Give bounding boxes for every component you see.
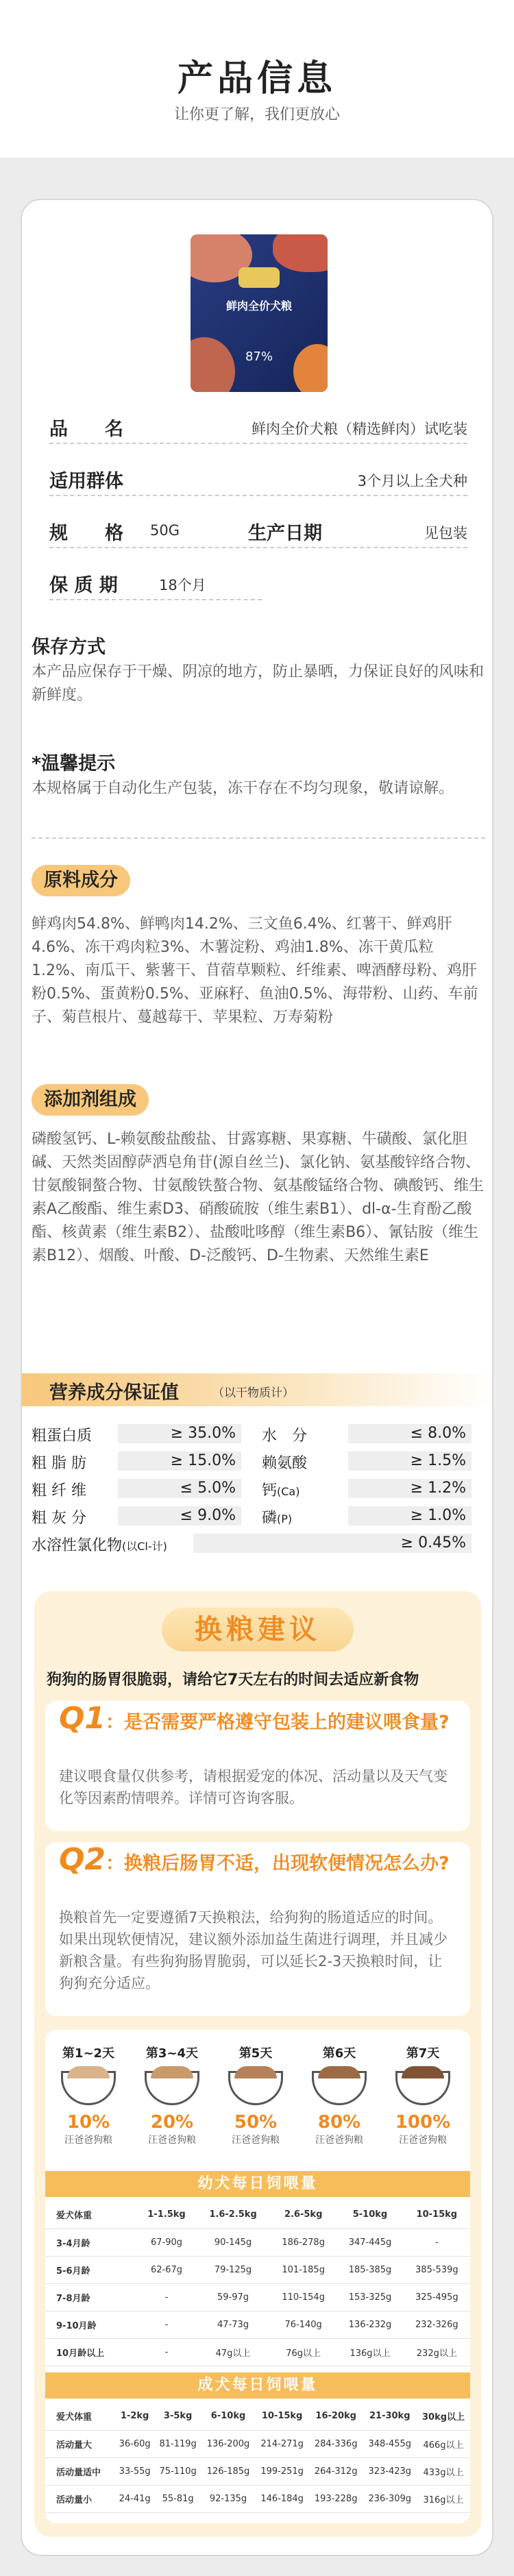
bowl-icon <box>145 2071 199 2105</box>
nutrient-value: ≤ 9.0% <box>118 1506 241 1525</box>
nutrient-name: 粗蛋白质 <box>32 1427 93 1445</box>
table-cell: 76-140g <box>270 2311 336 2338</box>
table-cell: 5-6月龄 <box>45 2256 137 2283</box>
table-cell: 236-309g <box>363 2485 417 2512</box>
nutrient-name: 粗 纤 维 <box>32 1482 86 1499</box>
table-cell: - <box>137 2338 196 2366</box>
info-row-name <box>49 413 467 444</box>
table-cell: 79-125g <box>196 2256 270 2283</box>
table-cell: 55-81g <box>155 2485 201 2512</box>
table-cell: 264-312g <box>309 2457 363 2485</box>
date-value: 见包装 <box>424 525 467 541</box>
puppy-feeding-table <box>45 2201 470 2366</box>
table-cell: 81-119g <box>155 2430 201 2457</box>
table-cell: 活动量适中 <box>45 2457 115 2485</box>
table-cell: 1-2kg <box>115 2403 155 2430</box>
table-cell: 75-110g <box>155 2457 201 2485</box>
tip-label: *温馨提示 <box>32 753 116 774</box>
table-cell: 126-185g <box>201 2457 256 2485</box>
table-cell: - <box>137 2311 196 2338</box>
page-subtitle: 让你更了解，我们更放心 <box>173 106 340 123</box>
nutrient-name: 粗 脂 肪 <box>32 1455 86 1472</box>
puppy-table-title: 幼犬每日饲喂量 <box>45 2171 470 2197</box>
bowl-icon <box>395 2071 450 2105</box>
bowl-icon <box>61 2071 116 2105</box>
table-cell: 21-30kg <box>363 2403 417 2430</box>
table-cell: - <box>137 2283 196 2311</box>
table-row <box>45 2457 470 2485</box>
nutrient-value: ≤ 5.0% <box>118 1479 241 1498</box>
table-cell: 466g以上 <box>417 2430 470 2457</box>
chloride-name: 水溶性氯化物(以Cl-计) <box>32 1537 167 1554</box>
table-cell: 30kg以上 <box>417 2403 470 2430</box>
table-row <box>45 2311 470 2338</box>
info-row-shelf <box>49 569 262 600</box>
table-row <box>45 2430 470 2457</box>
divider <box>32 837 485 839</box>
table-cell: 2.6-5kg <box>270 2201 336 2229</box>
table-cell: 92-135g <box>201 2485 256 2512</box>
advice-panel <box>34 1591 481 2537</box>
table-cell: 385-539g <box>404 2256 470 2283</box>
nutrient-name: 水 分 <box>262 1427 308 1445</box>
table-cell: 153-325g <box>336 2283 403 2311</box>
nutrient-name: 磷(P) <box>262 1510 293 1527</box>
table-row <box>45 2201 470 2229</box>
group-label: 适用群体 <box>49 471 123 492</box>
table-cell: 76g以上 <box>270 2338 336 2366</box>
table-row <box>45 2229 470 2256</box>
nutrient-name: 粗 灰 分 <box>32 1510 86 1527</box>
bag-title: 鲜肉全价犬粮 <box>225 299 292 312</box>
brand-logo-icon <box>238 267 280 288</box>
nutrient-value: ≥ 1.0% <box>348 1506 472 1525</box>
nutrition-sub: （以干物质计） <box>212 1386 294 1400</box>
table-cell: 146-184g <box>255 2485 309 2512</box>
info-row-spec <box>49 517 467 548</box>
storage-label: 保存方式 <box>32 637 106 658</box>
table-cell: 6-10kg <box>201 2403 256 2430</box>
table-cell: 10-15kg <box>404 2201 470 2229</box>
table-cell: 47g以上 <box>196 2338 270 2366</box>
table-cell: 186-278g <box>270 2229 336 2256</box>
table-cell: 136-200g <box>201 2430 256 2457</box>
table-cell: 347-445g <box>336 2229 403 2256</box>
table-cell: 110-154g <box>270 2283 336 2311</box>
raw-label: 原料成分 <box>32 865 130 896</box>
table-cell: - <box>404 2229 470 2256</box>
nutrient-value: ≤ 8.0% <box>348 1424 472 1443</box>
table-cell: 1.6-2.5kg <box>196 2201 270 2229</box>
table-cell: 185-385g <box>336 2256 403 2283</box>
table-cell: 5-10kg <box>336 2201 403 2229</box>
table-cell: 348-455g <box>363 2430 417 2457</box>
transition-stage: 第1~2天 10% 汪爸爸狗粮 <box>62 2046 115 2146</box>
faq-answer: 换粮首先一定要遵循7天换粮法，给狗狗的肠道适应的时间。如果出现软便情况，建议额外添加益生菌进行调理，并且减少新粮含量。有些狗狗肠胃脆弱，可以延长2-3天换粮时间，让狗狗充分适应。 <box>59 1909 448 1991</box>
shelf-value: 18个月 <box>159 577 206 593</box>
table-cell: 24-41g <box>115 2485 155 2512</box>
table-cell: 193-228g <box>309 2485 363 2512</box>
table-cell: 16-20kg <box>309 2403 363 2430</box>
spec-value: 50G <box>150 522 180 539</box>
transition-stage: 第6天 80% 汪爸爸狗粮 <box>302 2044 377 2146</box>
header <box>0 0 514 158</box>
table-cell: 136g以上 <box>336 2338 403 2366</box>
table-cell: 199-251g <box>255 2457 309 2485</box>
tip-text: 本规格属于自动化生产包装，冻干存在不均匀现象，敬请谅解。 <box>32 780 454 797</box>
table-cell: 36-60g <box>115 2430 155 2457</box>
bowl-icon <box>312 2071 367 2105</box>
table-row <box>45 2256 470 2283</box>
table-cell: 284-336g <box>309 2430 363 2457</box>
nutrient-name: 赖氨酸 <box>262 1455 308 1472</box>
nutrient-value: ≥ 15.0% <box>118 1451 241 1471</box>
table-cell: 101-185g <box>270 2256 336 2283</box>
date-label: 生产日期 <box>248 523 322 544</box>
faq-question: Q1：是否需要严格遵守包装上的建议喂食量? <box>59 1701 450 1736</box>
table-cell: 136-232g <box>336 2311 403 2338</box>
table-cell: 9-10月龄 <box>45 2311 137 2338</box>
shelf-label: 保 质 期 <box>49 575 118 596</box>
table-cell: 316g以上 <box>417 2485 470 2512</box>
info-row-group <box>49 465 467 496</box>
storage-text: 本产品应保存于干燥、阴凉的地方，防止暴晒，力保证良好的风味和新鲜度。 <box>32 663 485 704</box>
table-cell: 62-67g <box>137 2256 196 2283</box>
faq-question: Q2：换粮后肠胃不适，出现软便情况怎么办? <box>59 1842 450 1877</box>
table-cell: 325-495g <box>404 2283 470 2311</box>
table-cell: 232g以上 <box>404 2338 470 2366</box>
bag-percent: 87% <box>245 349 273 364</box>
table-cell: 232-326g <box>404 2311 470 2338</box>
transition-stage: 第5天 50% 汪爸爸狗粮 <box>218 2044 293 2146</box>
table-cell: 47-73g <box>196 2311 270 2338</box>
table-cell: 1-1.5kg <box>137 2201 196 2229</box>
table-row <box>45 2403 470 2430</box>
bowl-icon <box>228 2071 283 2105</box>
chloride-value: ≥ 0.45% <box>193 1534 472 1553</box>
nutrient-value: ≥ 1.2% <box>348 1479 472 1498</box>
product-bag-image <box>191 234 328 392</box>
table-cell: 10月龄以上 <box>45 2338 137 2366</box>
table-row <box>45 2485 470 2512</box>
table-cell: 90-145g <box>196 2229 270 2256</box>
transition-stage: 第7天 100% 汪爸爸狗粮 <box>395 2046 451 2146</box>
spec-label: 规 格 <box>49 523 123 544</box>
additive-label: 添加剂组成 <box>32 1084 149 1116</box>
table-cell: 活动量小 <box>45 2485 115 2512</box>
table-cell: 爱犬体重 <box>45 2201 137 2229</box>
table-cell: 10-15kg <box>255 2403 309 2430</box>
table-cell: 59-97g <box>196 2283 270 2311</box>
table-cell: 433g以上 <box>417 2457 470 2485</box>
table-cell: 3-5kg <box>155 2403 201 2430</box>
nutrient-value: ≥ 35.0% <box>118 1424 241 1443</box>
faq-1 <box>45 1701 470 1831</box>
table-cell: 67-90g <box>137 2229 196 2256</box>
table-row <box>45 2338 470 2366</box>
name-label: 品 名 <box>49 419 123 440</box>
additive-text: 磷酸氢钙、L-赖氨酸盐酸盐、甘露寡糖、果寡糖、牛磺酸、氯化胆碱、天然类固醇萨洒皂角苷(源自丝兰)、氯化钠、氨基酸锌络合物、甘氨酸铜螯合物、甘氨酸铁螯合物、氨基酸锰络合物、碘酸钙、维生素A乙酸酯、维生素D3、硝酸硫胺（维生素B1）、dl-α-生育酚乙酸酯、核黄素（维生素B2）、盐酸吡哆醇（维生素B6）、氰钴胺（维生素B12）、烟酸、叶酸、D-泛酸钙、D-生物素、天然维生素E <box>32 1131 485 1264</box>
nutrition-header <box>22 1373 493 1406</box>
table-cell: 7-8月龄 <box>45 2283 137 2311</box>
table-cell: 活动量大 <box>45 2430 115 2457</box>
adult-table-title: 成犬每日饲喂量 <box>45 2372 470 2399</box>
nutrient-value: ≥ 1.5% <box>348 1451 472 1471</box>
transition-stage: 第3~4天 20% 汪爸爸狗粮 <box>145 2046 199 2146</box>
group-value: 3个月以上全犬种 <box>357 473 467 489</box>
feeding-guide <box>45 2030 470 2523</box>
table-cell: 3-4月龄 <box>45 2229 137 2256</box>
advice-subtitle: 狗狗的肠胃很脆弱，请给它7天左右的时间去适应新食物 <box>47 1671 419 1689</box>
nutrient-name: 钙(Ca) <box>262 1482 300 1499</box>
adult-feeding-table <box>45 2403 470 2513</box>
raw-text: 鲜鸡肉54.8%、鲜鸭肉14.2%、三文鱼6.4%、红薯干、鲜鸡肝4.6%、冻干鸡肉粒3%、木薯淀粉、鸡油1.8%、冻干黄瓜粒1.2%、南瓜干、紫薯干、苜蓿草颗粒、纤维素、啤酒酵母粉、鸡肝粉0.5%、蛋黄粉0.5%、亚麻籽、鱼油0.5%、海带粉、山药、车前子、菊苣根片、蔓越莓干、苹果粒、万寿菊粉 <box>32 916 478 1026</box>
table-cell: 33-55g <box>115 2457 155 2485</box>
table-cell: 214-271g <box>255 2430 309 2457</box>
table-row <box>45 2283 470 2311</box>
product-info-card <box>21 199 493 2556</box>
name-value: 鲜肉全价犬粮（精选鲜肉）试吃装 <box>252 421 467 437</box>
faq-answer: 建议喂食量仅供参考，请根据爱宠的体况、活动量以及天气变化等因素酌情喂养。详情可咨询客服。 <box>59 1768 448 1806</box>
table-cell: 爱犬体重 <box>45 2403 115 2430</box>
advice-title: 换粮建议 <box>162 1608 354 1652</box>
faq-2 <box>45 1842 470 2016</box>
page-title: 产品信息 <box>177 58 336 99</box>
table-cell: 323-423g <box>363 2457 417 2485</box>
nutrition-label: 营养成分保证值 <box>49 1382 179 1403</box>
